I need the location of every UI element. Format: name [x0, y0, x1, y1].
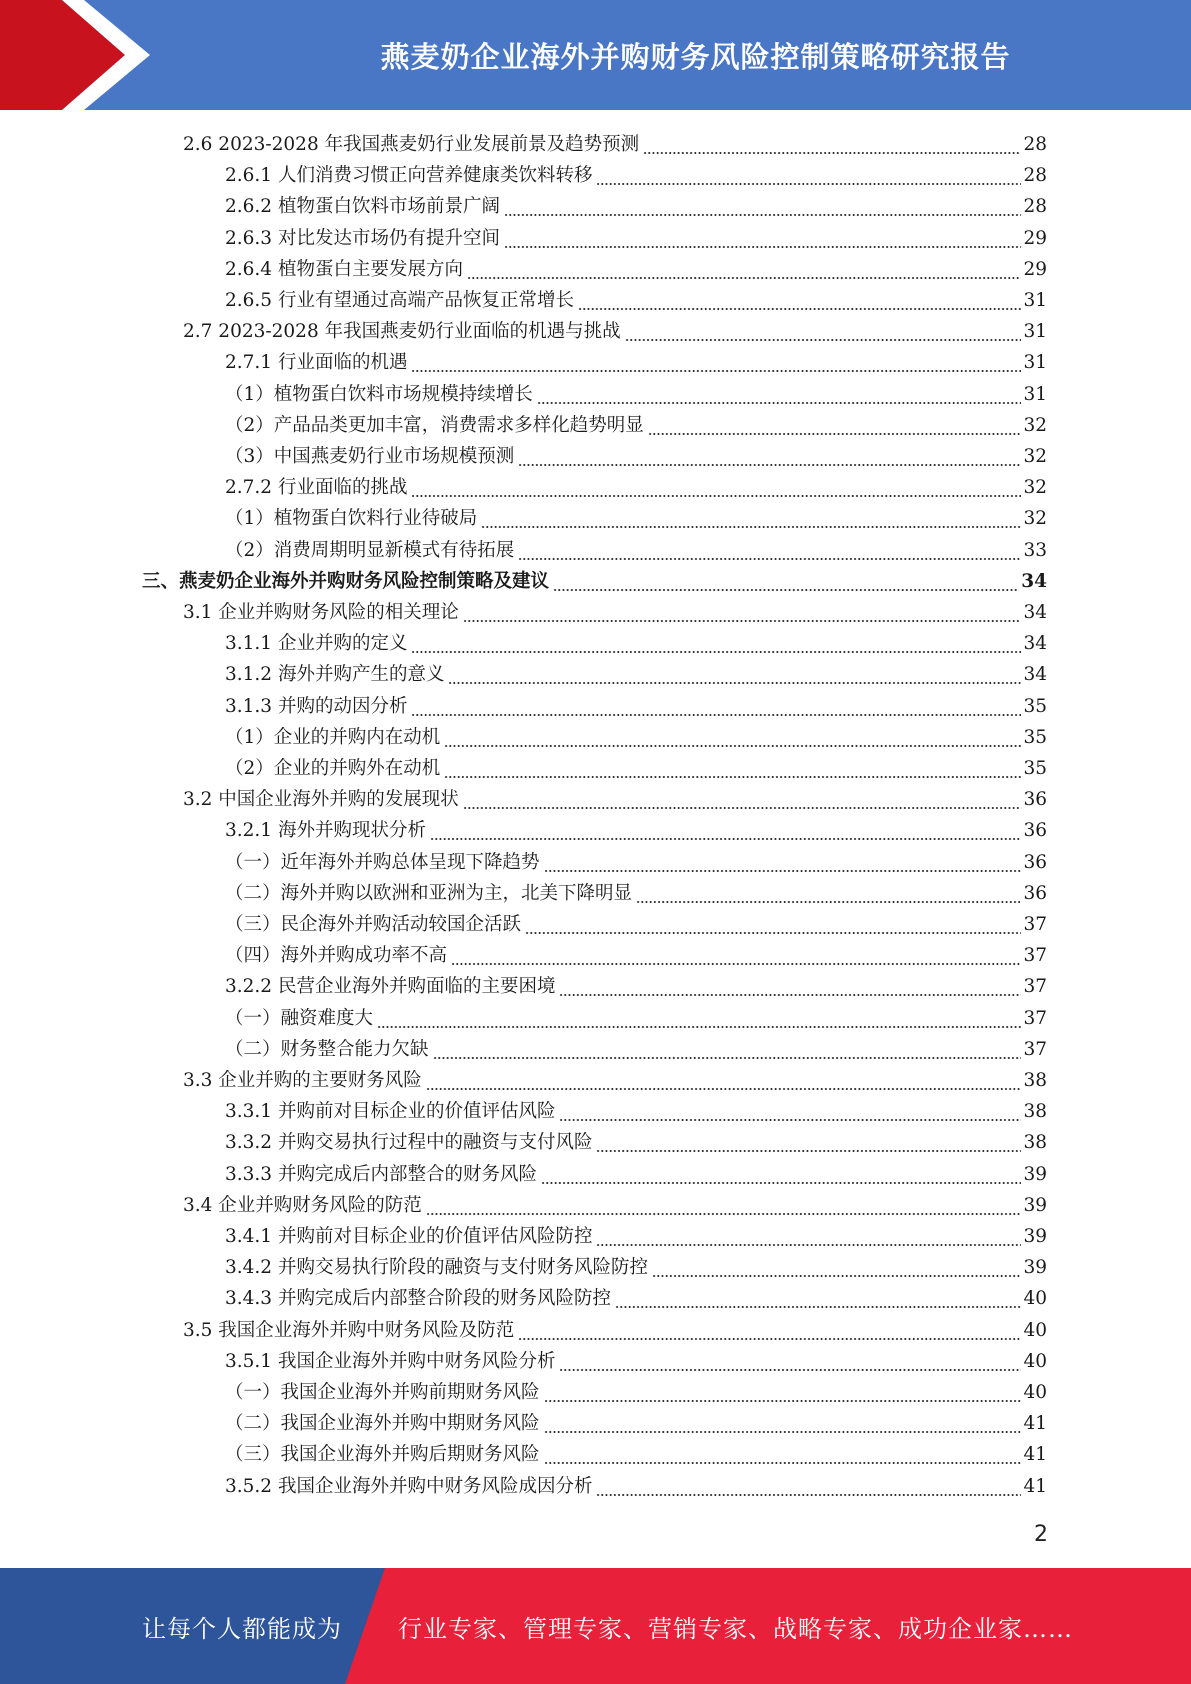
toc-entry[interactable]: [225, 220, 1047, 251]
toc-entry[interactable]: [225, 1156, 1047, 1187]
toc-entry-title: 3.5.2 我国企业海外并购中财务风险成因分析: [225, 1475, 593, 1497]
toc-entry-page: 34: [1021, 570, 1047, 592]
toc-entry-title: （一）近年海外并购总体呈现下降趋势: [225, 851, 540, 873]
toc-entry-title: 3.1 企业并购财务风险的相关理论: [183, 602, 459, 623]
toc-entry[interactable]: [225, 532, 1047, 563]
toc-entry[interactable]: [225, 1124, 1047, 1155]
toc-entry-page: 39: [1023, 1194, 1047, 1216]
toc-dot-leader: [544, 851, 1022, 875]
toc-entry-title: （2）产品品类更加丰富，消费需求多样化趋势明显: [225, 414, 644, 436]
toc-entry-page: 38: [1023, 1132, 1047, 1154]
toc-entry[interactable]: [225, 344, 1047, 375]
toc-entry-page: 29: [1023, 227, 1047, 249]
toc-entry-title: 3.1.1 企业并购的定义: [225, 633, 408, 655]
toc-dot-leader: [559, 1100, 1021, 1124]
toc-entry[interactable]: [225, 1374, 1047, 1405]
toc-entry-page: 34: [1023, 633, 1047, 655]
toc-entry-page: 31: [1023, 290, 1047, 311]
toc-entry[interactable]: [225, 1405, 1047, 1436]
toc-entry[interactable]: [225, 875, 1047, 906]
toc-dot-leader: [559, 975, 1021, 999]
toc-entry-title: 3.2.1 海外并购现状分析: [225, 820, 426, 842]
toc-entry[interactable]: [225, 157, 1047, 188]
toc-entry-page: 29: [1023, 258, 1047, 280]
toc-dot-leader: [537, 383, 1022, 407]
footer-slogan: 让每个人都能成为: [142, 1614, 342, 1643]
toc-entry[interactable]: [183, 313, 1047, 344]
toc-dot-leader: [615, 1287, 1021, 1311]
toc-entry[interactable]: [225, 844, 1047, 875]
toc-entry-title: 2.6.5 行业有望通过高端产品恢复正常增长: [225, 290, 574, 311]
toc-entry-title: （2）消费周期明显新模式有待拓展: [225, 539, 515, 561]
toc-entry-page: 36: [1023, 820, 1047, 842]
toc-entry[interactable]: [225, 188, 1047, 219]
toc-dot-leader: [518, 445, 1021, 469]
toc-dot-leader: [444, 726, 1021, 750]
toc-entry-page: 41: [1023, 1444, 1047, 1466]
toc-entry[interactable]: [183, 126, 1047, 157]
toc-entry-page: 35: [1023, 758, 1047, 779]
toc-entry-title: 2.6.2 植物蛋白饮料市场前景广阔: [225, 196, 500, 218]
toc-entry-title: 3.4.2 并购交易执行阶段的融资与支付财务风险防控: [225, 1257, 648, 1279]
toc-entry-title: （2）企业的并购外在动机: [225, 758, 441, 779]
toc-entry-page: 39: [1023, 1257, 1047, 1279]
toc-dot-leader: [463, 788, 1022, 812]
toc-dot-leader: [636, 882, 1021, 906]
toc-entry[interactable]: [225, 438, 1047, 469]
toc-dot-leader: [544, 1412, 1022, 1436]
toc-entry-page: 38: [1023, 1101, 1047, 1123]
toc-entry-page: 34: [1023, 602, 1047, 623]
toc-dot-leader: [518, 539, 1021, 563]
toc-entry-title: 2.7 2023-2028 年我国燕麦奶行业面临的机遇与挑战: [183, 321, 621, 343]
toc-dot-leader: [518, 1319, 1021, 1343]
toc-entry-title: 3.1.2 海外并购产生的意义: [225, 664, 445, 686]
toc-entry-title: 3.3.2 并购交易执行过程中的融资与支付风险: [225, 1132, 593, 1154]
toc-dot-leader: [426, 1194, 1022, 1218]
toc-entry[interactable]: [225, 906, 1047, 937]
toc-entry-title: （一）融资难度大: [225, 1007, 374, 1029]
toc-entry[interactable]: [225, 750, 1047, 781]
toc-dot-leader: [544, 1443, 1022, 1467]
toc-entry[interactable]: [225, 407, 1047, 438]
footer-banner: [0, 1568, 1191, 1684]
toc-entry-title: 3.2 中国企业海外并购的发展现状: [183, 789, 459, 811]
toc-entry-page: 40: [1023, 1382, 1047, 1403]
toc-entry-title: （1）企业的并购内在动机: [225, 726, 441, 748]
toc-entry-page: 28: [1023, 134, 1047, 155]
toc-dot-leader: [541, 1163, 1021, 1187]
toc-entry-title: （二）财务整合能力欠缺: [225, 1038, 429, 1060]
toc-entry[interactable]: [225, 1468, 1047, 1499]
toc-entry[interactable]: [142, 563, 1047, 594]
footer-tagline: 行业专家、管理专家、营销专家、战略专家、成功企业家……: [398, 1614, 1073, 1643]
toc-dot-leader: [411, 476, 1021, 500]
toc-entry-title: 3.3 企业并购的主要财务风险: [183, 1070, 422, 1091]
toc-dot-leader: [411, 632, 1021, 656]
toc-entry-page: 31: [1023, 383, 1047, 405]
toc-dot-leader: [433, 1038, 1022, 1062]
toc-entry-title: （一）我国企业海外并购前期财务风险: [225, 1382, 540, 1403]
toc-entry-title: 3.5 我国企业海外并购中财务风险及防范: [183, 1319, 515, 1341]
toc-entry[interactable]: [225, 968, 1047, 999]
toc-entry[interactable]: [183, 1062, 1047, 1093]
toc-entry-page: 32: [1023, 446, 1047, 467]
toc-entry[interactable]: [183, 781, 1047, 812]
document-title: 燕麦奶企业海外并购财务风险控制策略研究报告: [380, 39, 1011, 74]
toc-entry-title: 3.4.1 并购前对目标企业的价值评估风险防控: [225, 1226, 593, 1247]
toc-entry-title: （1）植物蛋白饮料市场规模持续增长: [225, 383, 533, 405]
toc-dot-leader: [411, 351, 1021, 375]
toc-entry-page: 36: [1023, 851, 1047, 873]
toc-dot-leader: [451, 944, 1021, 968]
toc-entry[interactable]: [225, 1093, 1047, 1124]
toc-dot-leader: [596, 1475, 1021, 1499]
toc-entry-title: （三）我国企业海外并购后期财务风险: [225, 1444, 540, 1466]
toc-entry[interactable]: [225, 1000, 1047, 1031]
toc-entry-title: 3.2.2 民营企业海外并购面临的主要困境: [225, 976, 556, 998]
toc-dot-leader: [504, 227, 1021, 251]
toc-dot-leader: [504, 195, 1021, 219]
toc-entry-page: 32: [1023, 414, 1047, 436]
toc-entry-page: 32: [1023, 477, 1047, 499]
toc-entry[interactable]: [225, 469, 1047, 500]
toc-entry[interactable]: [225, 282, 1047, 313]
toc-entry-page: 28: [1023, 165, 1047, 187]
toc-entry-title: （二）海外并购以欧洲和亚洲为主，北美下降明显: [225, 882, 633, 904]
toc-entry-title: （3）中国燕麦奶行业市场规模预测: [225, 446, 515, 467]
toc-dot-leader: [578, 289, 1021, 313]
toc-entry-title: 3.5.1 我国企业海外并购中财务风险分析: [225, 1350, 556, 1372]
toc-entry[interactable]: [225, 937, 1047, 968]
toc-entry-page: 37: [1023, 945, 1047, 967]
toc-entry-page: 37: [1023, 1038, 1047, 1060]
toc-entry-page: 37: [1023, 914, 1047, 935]
toc-entry[interactable]: [183, 1187, 1047, 1218]
toc-entry-title: 3.3.1 并购前对目标企业的价值评估风险: [225, 1101, 556, 1123]
toc-entry-page: 37: [1023, 976, 1047, 998]
toc-entry-title: （二）我国企业海外并购中期财务风险: [225, 1413, 540, 1435]
toc-entry-title: 3.4.3 并购完成后内部整合阶段的财务风险防控: [225, 1288, 611, 1310]
toc-entry-page: 33: [1023, 539, 1047, 561]
toc-entry-page: 35: [1023, 695, 1047, 717]
toc-dot-leader: [643, 133, 1021, 157]
toc-entry-page: 39: [1023, 1163, 1047, 1185]
toc-entry-title: 3.4 企业并购财务风险的防范: [183, 1194, 422, 1216]
toc-entry-page: 35: [1023, 726, 1047, 748]
toc-entry-page: 31: [1023, 352, 1047, 374]
header-banner: [0, 0, 1191, 110]
toc-dot-leader: [648, 414, 1022, 438]
toc-entry-page: 38: [1023, 1070, 1047, 1091]
toc-entry-page: 34: [1023, 664, 1047, 686]
toc-entry[interactable]: [225, 1436, 1047, 1467]
toc-entry-page: 40: [1023, 1319, 1047, 1341]
toc-entry-title: 2.6 2023-2028 年我国燕麦奶行业发展前景及趋势预测: [183, 134, 640, 155]
toc-entry[interactable]: [225, 251, 1047, 282]
toc-entry-page: 31: [1023, 321, 1047, 343]
toc-entry-page: 28: [1023, 196, 1047, 218]
toc-dot-leader: [481, 507, 1021, 531]
toc-dot-leader: [652, 1256, 1021, 1280]
toc-entry-page: 37: [1023, 1007, 1047, 1029]
toc-entry[interactable]: [225, 1218, 1047, 1249]
toc-dot-leader: [463, 601, 1022, 625]
page-number: 2: [1034, 1522, 1048, 1547]
toc-entry[interactable]: [225, 500, 1047, 531]
toc-dot-leader: [411, 695, 1021, 719]
toc-entry-title: （三）民企海外并购活动较国企活跃: [225, 914, 522, 935]
toc-dot-leader: [444, 757, 1021, 781]
toc-entry-title: 3.1.3 并购的动因分析: [225, 695, 408, 717]
toc-entry[interactable]: [225, 625, 1047, 656]
toc-entry[interactable]: [225, 1343, 1047, 1374]
toc-entry[interactable]: [225, 688, 1047, 719]
toc-dot-leader: [377, 1007, 1021, 1031]
toc-entry-page: 41: [1023, 1475, 1047, 1497]
toc-entry-title: 2.6.4 植物蛋白主要发展方向: [225, 258, 463, 280]
toc-entry-title: 2.7.2 行业面临的挑战: [225, 477, 408, 499]
toc-entry[interactable]: [225, 1280, 1047, 1311]
toc-entry-title: 三、燕麦奶企业海外并购财务风险控制策略及建议: [142, 570, 550, 592]
toc-entry-page: 40: [1023, 1350, 1047, 1372]
toc-entry[interactable]: [183, 594, 1047, 625]
toc-entry-title: （四）海外并购成功率不高: [225, 945, 448, 967]
toc-dot-leader: [426, 1069, 1022, 1093]
toc-entry-page: 36: [1023, 789, 1047, 811]
toc-entry-page: 41: [1023, 1413, 1047, 1435]
toc-entry-page: 36: [1023, 882, 1047, 904]
toc-entry-title: （1）植物蛋白饮料行业待破局: [225, 508, 478, 530]
toc-entry[interactable]: [225, 1249, 1047, 1280]
toc-entry-title: 2.6.1 人们消费习惯正向营养健康类饮料转移: [225, 165, 593, 187]
toc-dot-leader: [625, 320, 1022, 344]
toc-dot-leader: [596, 164, 1021, 188]
toc-dot-leader: [596, 1225, 1021, 1249]
toc-entry[interactable]: [225, 656, 1047, 687]
toc-entry[interactable]: [225, 376, 1047, 407]
toc-entry[interactable]: [225, 812, 1047, 843]
toc-entry[interactable]: [225, 1031, 1047, 1062]
toc-entry-page: 40: [1023, 1288, 1047, 1310]
toc-dot-leader: [596, 1131, 1021, 1155]
toc-dot-leader: [448, 663, 1021, 687]
toc-dot-leader: [553, 570, 1019, 594]
toc-dot-leader: [544, 1381, 1022, 1405]
toc-entry-page: 39: [1023, 1226, 1047, 1247]
toc-entry[interactable]: [183, 1312, 1047, 1343]
toc-dot-leader: [559, 1350, 1021, 1374]
toc-entry-title: 2.6.3 对比发达市场仍有提升空间: [225, 227, 500, 249]
toc-entry-title: 3.3.3 并购完成后内部整合的财务风险: [225, 1163, 537, 1185]
toc-dot-leader: [430, 819, 1021, 843]
toc-entry[interactable]: [225, 719, 1047, 750]
toc-dot-leader: [525, 913, 1021, 937]
toc-entry-title: 2.7.1 行业面临的机遇: [225, 352, 408, 374]
toc-dot-leader: [467, 258, 1021, 282]
toc-entry-page: 32: [1023, 508, 1047, 530]
